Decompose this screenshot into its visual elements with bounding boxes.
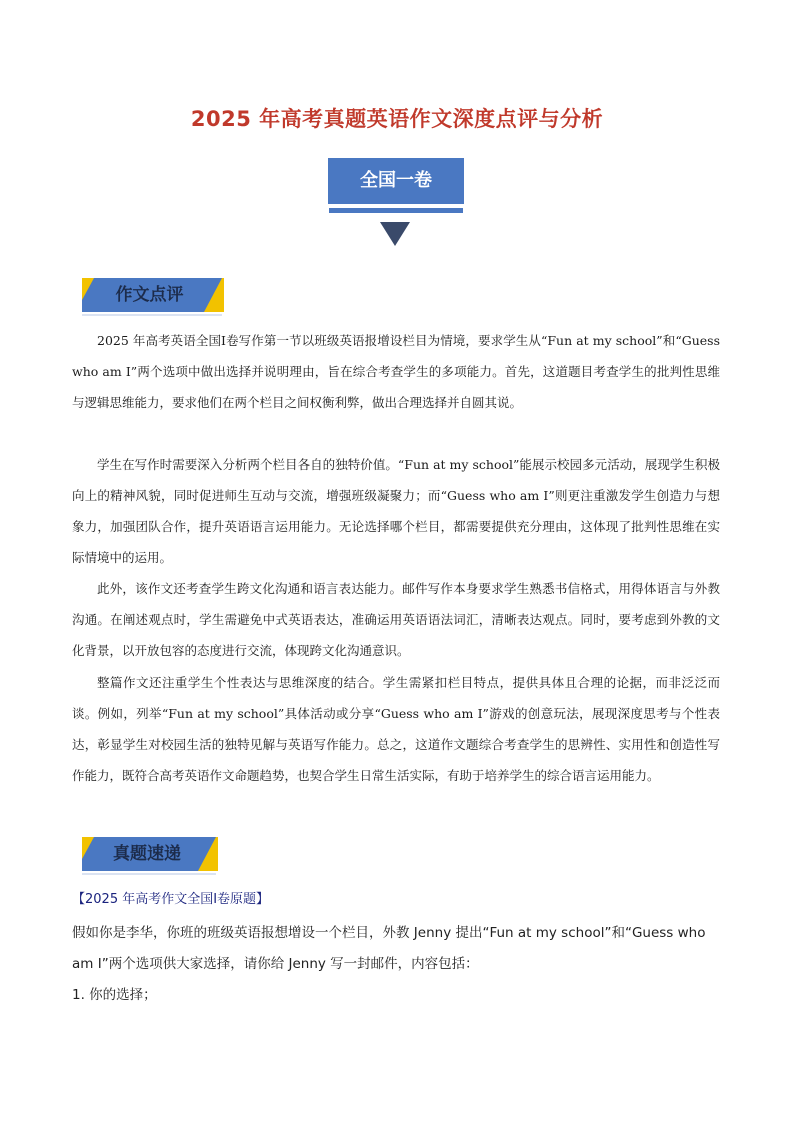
- badge-label: 真题速递: [113, 844, 181, 864]
- down-arrow-icon: [380, 222, 410, 246]
- review-paragraph-2: 学生在写作时需要深入分析两个栏目各自的独特价值。“Fun at my school”能展示校园多元活动，展现学生积极向上的精神风貌，同时促进师生互动与交流，增强班级凝聚力；而“Guess who am I”则更注重激发学生创造力与想象力，加强团队合作，提升英语语言运用能力。无论选择哪个栏目，都需要提供充分理由，这体现了批判性思维在实际情境中的运用。: [72, 457, 720, 565]
- page-title: 2025 年高考真题英语作文深度点评与分析: [190, 107, 604, 131]
- section-badge-review: [82, 278, 232, 318]
- badge-label: 作文点评: [115, 285, 184, 305]
- question-item-1: 1. 你的选择；: [72, 987, 157, 1003]
- source-tag: 【2025 年高考作文全国Ⅰ卷原题】: [72, 892, 270, 907]
- region-banner: 全国一卷: [328, 158, 464, 208]
- question-text: 假如你是李华，你班的班级英语报想增设一个栏目，外教 Jenny 提出“Fun at my school”和“Guess who am I”两个选项供大家选择，请你给 Jenny 写一封邮件，内容包括：: [72, 925, 706, 972]
- section-badge-exam: [82, 837, 232, 877]
- review-paragraph-1: 2025 年高考英语全国Ⅰ卷写作第一节以班级英语报增设栏目为情境，要求学生从“Fun at my school”和“Guess who am I”两个选项中做出选择并说明理由，旨在综合考查学生的多项能力。首先，这道题目考查学生的批判性思维与逻辑思维能力，要求他们在两个栏目之间权衡利弊，做出合理选择并自圆其说。: [72, 333, 720, 410]
- review-paragraph-3: 此外，该作文还考查学生跨文化沟通和语言表达能力。邮件写作本身要求学生熟悉书信格式，用得体语言与外教沟通。在阐述观点时，学生需避免中式英语表达，准确运用英语语法词汇，清晰表达观点。同时，要考虑到外教的文化背景，以开放包容的态度进行交流，体现跨文化沟通意识。: [72, 581, 720, 658]
- review-paragraph-4: 整篇作文还注重学生个性表达与思维深度的结合。学生需紧扣栏目特点，提供具体且合理的论据，而非泛泛而谈。例如，列举“Fun at my school”具体活动或分享“Guess who am I”游戏的创意玩法，展现深度思考与个性表达，彰显学生对校园生活的独特见解与英语写作能力。总之，这道作文题综合考查学生的思辨性、实用性和创造性写作能力，既符合高考英语作文命题趋势，也契合学生日常生活实际，有助于培养学生的综合语言运用能力。: [72, 675, 720, 783]
